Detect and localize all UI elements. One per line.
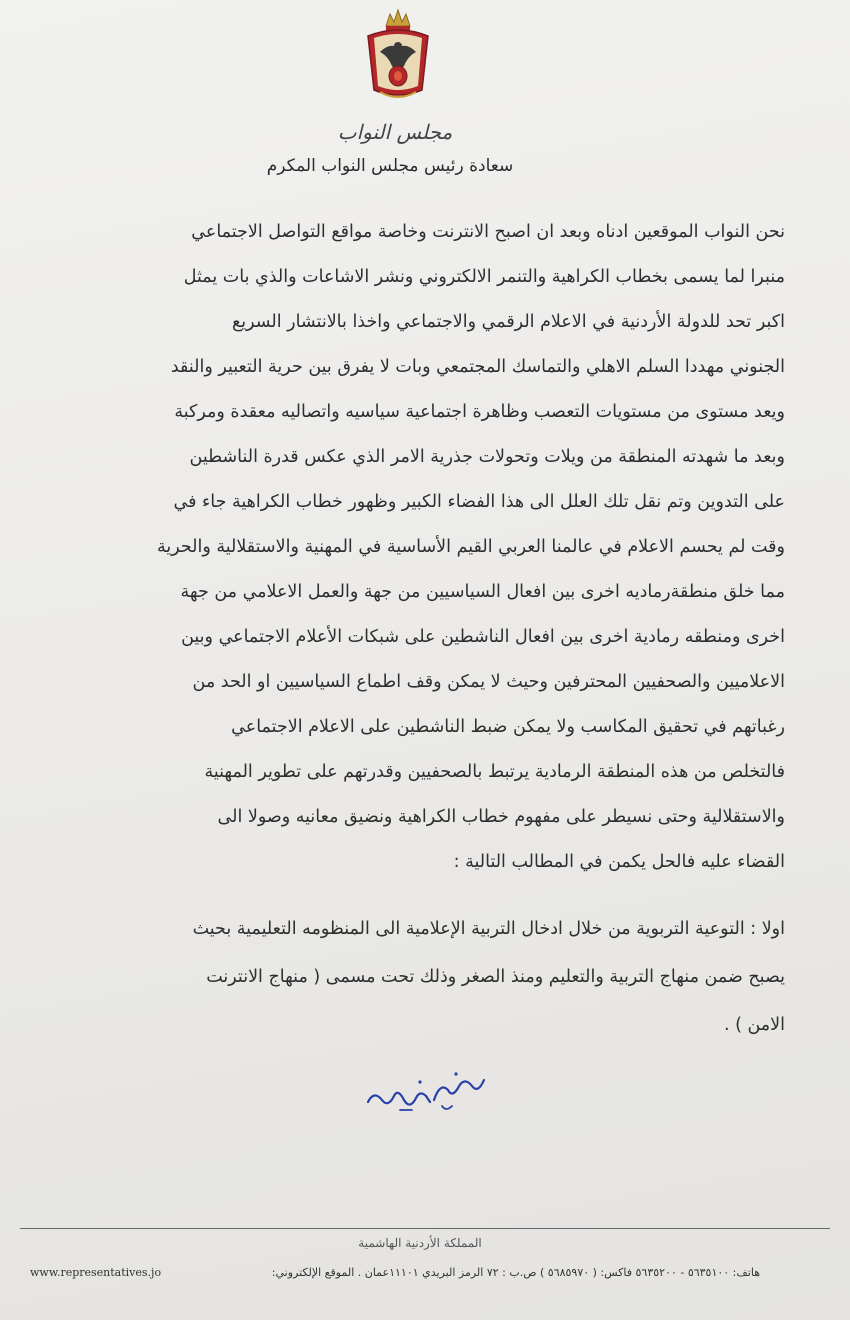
body-line: الاعلاميين والصحفيين المحترفين وحيث لا يمكن وقف اطماع السياسيين او الحد من: [192, 672, 785, 692]
proposal-section: [40, 905, 785, 1049]
proposal-line: يصبح ضمن منهاج التربية والتعليم ومنذ الصغر وذلك تحت مسمى ( منهاج الانترنت: [206, 967, 785, 987]
footer-website: www.representatives.jo: [30, 1266, 162, 1279]
proposal-line: الامن ) .: [723, 1015, 785, 1035]
body-line: فالتخلص من هذه المنطقة الرمادية يرتبط بالصحفيين وقدرتهم على تطوير المهنية: [204, 762, 785, 782]
body-line: اخرى ومنطقه رمادية اخرى بين افعال الناشطين على شبكات الأعلام الاجتماعي وبين: [181, 627, 785, 647]
body-line: منبرا لما يسمى بخطاب الكراهية والتنمر الالكتروني ونشر الاشاعات والذي بات يمثل: [183, 267, 785, 287]
footer-kingdom-name: المملكة الأردنية الهاشمية: [358, 1236, 482, 1250]
body-line: اكبر تحد للدولة الأردنية في الاعلام الرقمي والاجتماعي واخذا بالانتشار السريع: [231, 312, 785, 332]
addressee-line: سعادة رئيس مجلس النواب المكرم: [266, 156, 514, 176]
coat-of-arms-icon: [360, 8, 436, 104]
body-line: مما خلق منطقةرماديه اخرى بين افعال السياسيين من جهة والعمل الاعلامي من جهة: [180, 582, 785, 602]
body-line: رغباتهم في تحقيق المكاسب ولا يمكن ضبط الناشطين على الاعلام الاجتماعي: [231, 717, 785, 737]
body-line: وبعد ما شهدته المنطقة من ويلات وتحولات جذرية الامر الذي عكس قدرة الناشطين: [189, 447, 785, 467]
body-line: وقت لم يحسم الاعلام في عالمنا العربي القيم الأساسية في المهنية والاستقلالية والحرية: [156, 537, 785, 557]
body-line: الجنوني مهددا السلم الاهلي والتماسك المجتمعي وبات لا يفرق بين حرية التعبير والنقد: [170, 357, 785, 377]
body-line: والاستقلالية وحتى نسيطر على مفهوم خطاب الكراهية ونضيق معانيه وصولا الى: [217, 807, 785, 827]
footer-contact-info: هاتف: ٥٦٣٥١٠٠ - ٥٦٣٥٢٠٠ فاكس: ( ٥٦٨٥٩٧٠ ) ص.ب : ٧٢ الرمز البريدي ١١١٠١عمان . الموقع الإلكتروني:: [271, 1266, 760, 1279]
body-line: على التدوين وتم نقل تلك العلل الى هذا الفضاء الكبير وظهور خطاب الكراهية جاء في: [173, 492, 785, 512]
body-line: ويعد مستوى من مستويات التعصب وظاهرة اجتماعية سياسيه واتصاليه معقدة ومركبة: [174, 402, 785, 422]
council-name: مجلس النواب: [337, 120, 453, 144]
footer-divider: [20, 1228, 830, 1229]
body-line: نحن النواب الموقعين ادناه وبعد ان اصبح الانترنت وخاصة مواقع التواصل الاجتماعي: [191, 222, 785, 242]
proposal-line: اولا : التوعية التربوية من خلال ادخال التربية الإعلامية الى المنظومه التعليمية بحيث: [192, 919, 785, 939]
body-line: القضاء عليه فالحل يكمن في المطالب التالية :: [453, 852, 785, 872]
handwritten-signature-icon: [360, 1060, 490, 1120]
letter-body: [40, 210, 785, 1049]
